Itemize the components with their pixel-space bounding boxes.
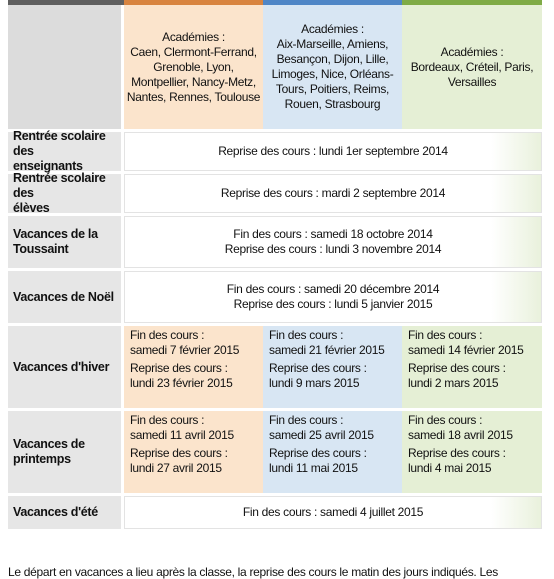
text-line: samedi 18 avril 2015 xyxy=(408,428,513,442)
label-line: Vacances de Noël xyxy=(13,289,114,304)
text-line: Reprise des cours : lundi 5 janvier 2015 xyxy=(233,297,433,311)
zone-b-header xyxy=(263,5,402,129)
text-line: samedi 25 avril 2015 xyxy=(269,428,374,442)
text-line: Fin des cours : xyxy=(408,328,483,342)
label-line: Toussaint xyxy=(13,242,69,256)
text-line: Grenoble, Lyon, xyxy=(153,59,234,74)
text-line: lundi 2 mars 2015 xyxy=(408,376,499,390)
zone-a-header xyxy=(124,5,263,129)
text-line: Versailles xyxy=(447,74,497,89)
text-line: Reprise des cours : xyxy=(408,361,506,375)
row-label xyxy=(8,216,121,268)
label-line: enseignants xyxy=(13,159,83,173)
row-rentree-enseignants xyxy=(8,129,542,173)
label-line: printemps xyxy=(13,452,71,466)
zone-b-cell xyxy=(263,411,402,493)
text-line: Fin des cours : xyxy=(408,413,483,427)
all-zones-cell xyxy=(124,271,542,323)
label-line: Rentrée scolaire des xyxy=(13,129,106,158)
text-line: Fin des cours : xyxy=(130,328,205,342)
text-line: Reprise des cours : xyxy=(130,361,228,375)
row-toussaint xyxy=(8,216,542,268)
text-line: Reprise des cours : xyxy=(269,361,367,375)
text-line: lundi 27 avril 2015 xyxy=(130,461,222,475)
text-line: Nantes, Rennes, Toulouse xyxy=(126,89,261,104)
all-zones-cell xyxy=(124,496,542,529)
zone-c-header xyxy=(402,5,542,129)
text-line: Fin des cours : samedi 18 octobre 2014 xyxy=(233,227,433,241)
row-label xyxy=(8,171,121,215)
row-hiver xyxy=(8,326,542,408)
zone-b-cell xyxy=(263,326,402,408)
zone-c-cell xyxy=(402,326,542,408)
row-label xyxy=(8,326,121,408)
label-line: Vacances d'été xyxy=(13,505,98,519)
text-line: Fin des cours : xyxy=(130,413,205,427)
school-calendar-table xyxy=(8,0,542,529)
text-line: Limoges, Nice, Orléans- xyxy=(271,67,394,81)
text-line: Reprise des cours : mardi 2 septembre 2014 xyxy=(220,186,446,200)
text-line: samedi 14 février 2015 xyxy=(408,343,524,357)
label-line: élèves xyxy=(13,201,50,215)
text-line: Fin des cours : samedi 20 décembre 2014 xyxy=(226,282,440,296)
all-zones-cell xyxy=(124,132,542,171)
text-line: Reprise des cours : xyxy=(130,446,228,460)
text-line: Besançon, Dijon, Lille, xyxy=(276,52,389,66)
row-label xyxy=(8,129,121,173)
text-line: Bordeaux, Créteil, Paris, xyxy=(410,59,534,74)
zone-c-cell xyxy=(402,411,542,493)
text-line: Fin des cours : samedi 4 juillet 2015 xyxy=(242,505,424,519)
all-zones-cell xyxy=(124,174,542,213)
all-zones-cell xyxy=(124,216,542,268)
text-line: lundi 4 mai 2015 xyxy=(408,461,492,475)
text-line: Reprise des cours : xyxy=(408,446,506,460)
header-row xyxy=(8,5,542,129)
text-line: lundi 23 février 2015 xyxy=(130,376,233,390)
text-line: Académies : xyxy=(440,44,504,59)
text-line: Tours, Poitiers, Reims, xyxy=(275,82,390,96)
row-ete xyxy=(8,496,542,529)
text-line: Académies : xyxy=(162,29,225,44)
label-line: Vacances de la xyxy=(13,227,98,241)
text-line: samedi 11 avril 2015 xyxy=(130,428,234,442)
row-printemps xyxy=(8,411,542,493)
text-line: samedi 21 février 2015 xyxy=(269,343,385,357)
text-line: Reprise des cours : lundi 3 novembre 2014 xyxy=(224,242,442,256)
text-line: lundi 11 mai 2015 xyxy=(269,461,358,475)
text-line: Reprise des cours : xyxy=(269,446,367,460)
row-label xyxy=(8,271,121,323)
text-line: Montpellier, Nancy-Metz, xyxy=(131,74,256,89)
text-line: Reprise des cours : lundi 1er septembre 2014 xyxy=(218,144,448,158)
text-line: samedi 7 février 2015 xyxy=(130,343,240,357)
text-line: Académies : xyxy=(301,22,364,36)
text-line: lundi 9 mars 2015 xyxy=(269,376,360,390)
zone-a-cell xyxy=(124,326,263,408)
footnote-text: Le départ en vacances a lieu après la classe, la reprise des cours le matin des jours indiqués. Les xyxy=(8,565,498,579)
row-rentree-eleves xyxy=(8,171,542,215)
text-line: Fin des cours : xyxy=(269,413,344,427)
zone-a-cell xyxy=(124,411,263,493)
text-line: Fin des cours : xyxy=(269,328,344,342)
row-label xyxy=(8,496,121,529)
row-noel xyxy=(8,271,542,323)
text-line: Caen, Clermont-Ferrand, xyxy=(130,44,257,59)
label-line: Vacances de xyxy=(13,437,85,451)
label-line: Vacances d'hiver xyxy=(13,359,110,374)
header-empty-cell xyxy=(8,5,121,129)
text-line: Aix-Marseille, Amiens, xyxy=(276,37,389,51)
text-line: Rouen, Strasbourg xyxy=(284,97,381,111)
row-label xyxy=(8,411,121,493)
label-line: Rentrée scolaire des xyxy=(13,171,106,200)
